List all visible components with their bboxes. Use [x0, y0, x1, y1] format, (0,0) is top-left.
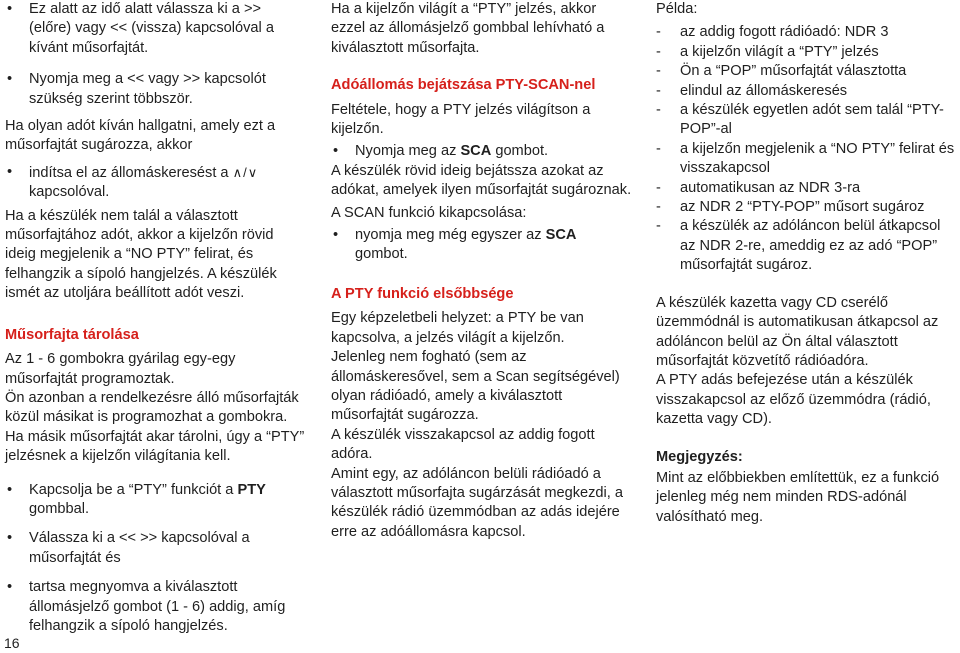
list-item: - elindul az állomáskeresés: [656, 82, 958, 101]
list-item: • Ez alatt az idő alatt válassza ki a >> (előre) vagy << (vissza) kapcsolóval a kívánt műsorfajtát.: [5, 0, 305, 58]
paragraph: Amint egy, az adóláncon belüli rádióadó a választott műsorfajta sugárzását megkezdi, a készülék rádió üzemmódban az adás idejére erre az adóállomásra kapcsol.: [331, 465, 624, 540]
paragraph: A készülék visszakapcsol az addig fogott adóra.: [331, 426, 595, 463]
list-item: - Ön a “POP” műsorfajtát választotta: [656, 62, 958, 81]
paragraph: Az 1 - 6 gombokra gyárilag egy-egy műsorfajtát programoztak.: [5, 351, 236, 387]
bullet-list: [331, 142, 633, 161]
paragraph: Ha a készülék nem talál a választott műsorfajtához adót, akkor a kijelzőn rövid ideig megjelenik a “NO PTY” felirat, és felhangzik a sípoló hangjelzés. A készülék ismét az utoljára beállított adót veszi.: [5, 207, 277, 302]
paragraph: Egy képzeletbeli helyzet: a PTY be van kapcsolva, a jelzés világít a kijelzőn.: [331, 310, 584, 346]
list-item: - az NDR 2 “PTY-POP” műsort sugároz: [656, 198, 958, 217]
list-item: • Válassza ki a << >> kapcsolóval a műsorfajtát és: [5, 529, 305, 568]
paragraph: A készülék kazetta vagy CD cserélő üzemmódnál is automatikusan átkapcsol az adóláncon belül az Ön által választott műsorfajtát közvetítő rádióadóra.: [656, 294, 939, 369]
paragraph: Ha olyan adót kíván hallgatni, amely ezt a műsorfajtát sugározza, akkor: [5, 118, 276, 154]
paragraph: A készülék rövid ideig bejátssza azokat az adókat, amelyek ilyen műsorfajtát sugároznak.: [331, 162, 632, 199]
example-label: Példa:: [656, 1, 698, 17]
paragraph: Feltétele, hogy a PTY jelzés világítson a kijelzőn.: [331, 101, 591, 138]
section-heading: A PTY funkció elsőbbsége: [331, 285, 514, 302]
bullet-list: [5, 481, 305, 637]
bullet-list: [5, 163, 305, 203]
section-heading: Műsorfajta tárolása: [5, 326, 139, 343]
list-item: • Kapcsolja be a “PTY” funkciót a PTY gombbal.: [5, 481, 305, 520]
list-item: - a készülék egyetlen adót sem talál “PTY-POP”-al: [656, 101, 958, 140]
paragraph: Ha másik műsorfajtát akar tárolni, úgy a “PTY” jelzésnek a kijelzőn világítania kell.: [5, 428, 305, 465]
paragraph: Ha a kijelzőn világít a “PTY” jelzés, akkor ezzel az állomásjelző gombbal lehívható a kiválasztott műsorfajta.: [331, 1, 605, 56]
list-item: - a készülék az adóláncon belül átkapcsol az NDR 2-re, ameddig ez az adó “POP” műsorfajtát sugároz.: [656, 217, 958, 275]
paragraph: A SCAN funkció kikapcsolása:: [331, 204, 527, 221]
page-number: 16: [4, 635, 20, 651]
paragraph: Mint az előbbiekben említettük, ez a funkció jelenleg még nem minden RDS-adónál valósítható meg.: [656, 469, 940, 525]
list-item: • indítsa el az állomáskeresést a ∧/∨ kapcsolóval.: [5, 163, 305, 203]
bullet-list: [331, 226, 633, 265]
list-item: - automatikusan az NDR 3-ra: [656, 179, 958, 198]
paragraph: Ön azonban a rendelkezésre álló műsorfajták közül másikat is programozhat a gombokra.: [5, 389, 299, 426]
list-item: • nyomja meg még egyszer az SCA gombot.: [331, 226, 633, 265]
list-item: • Nyomja meg a << vagy >> kapcsolót szükség szerint többször.: [5, 70, 305, 109]
column-left: [5, 0, 305, 642]
list-item: • tartsa megnyomva a kiválasztott állomásjelző gombot (1 - 6) addig, amíg felhangzik a sípoló hangjelzés.: [5, 578, 305, 636]
dash-list: [656, 23, 958, 275]
paragraph: A PTY adás befejezése után a készülék visszakapcsol az előző üzemmódra (rádió, kazetta vagy CD).: [656, 372, 931, 428]
list-item: - az addig fogott rádióadó: NDR 3: [656, 23, 958, 42]
note-heading: Megjegyzés:: [656, 448, 743, 465]
column-right: [656, 0, 958, 527]
list-item: • Nyomja meg az SCA gombot.: [331, 142, 633, 161]
column-middle: [331, 0, 633, 542]
bullet-list: [5, 0, 305, 109]
section-heading: Adóállomás bejátszása PTY-SCAN-nel: [331, 77, 596, 94]
up-down-chevron-icon: ∧/∨: [232, 164, 259, 180]
list-item: - a kijelzőn megjelenik a “NO PTY” felirat és visszakapcsol: [656, 140, 958, 179]
list-item: - a kijelzőn világít a “PTY” jelzés: [656, 43, 958, 62]
paragraph: Jelenleg nem fogható (sem az állomáskeresővel, sem a Scan segítségével) olyan rádióadó, amely a kiválasztott műsorfajtát sugározza.: [331, 349, 620, 424]
